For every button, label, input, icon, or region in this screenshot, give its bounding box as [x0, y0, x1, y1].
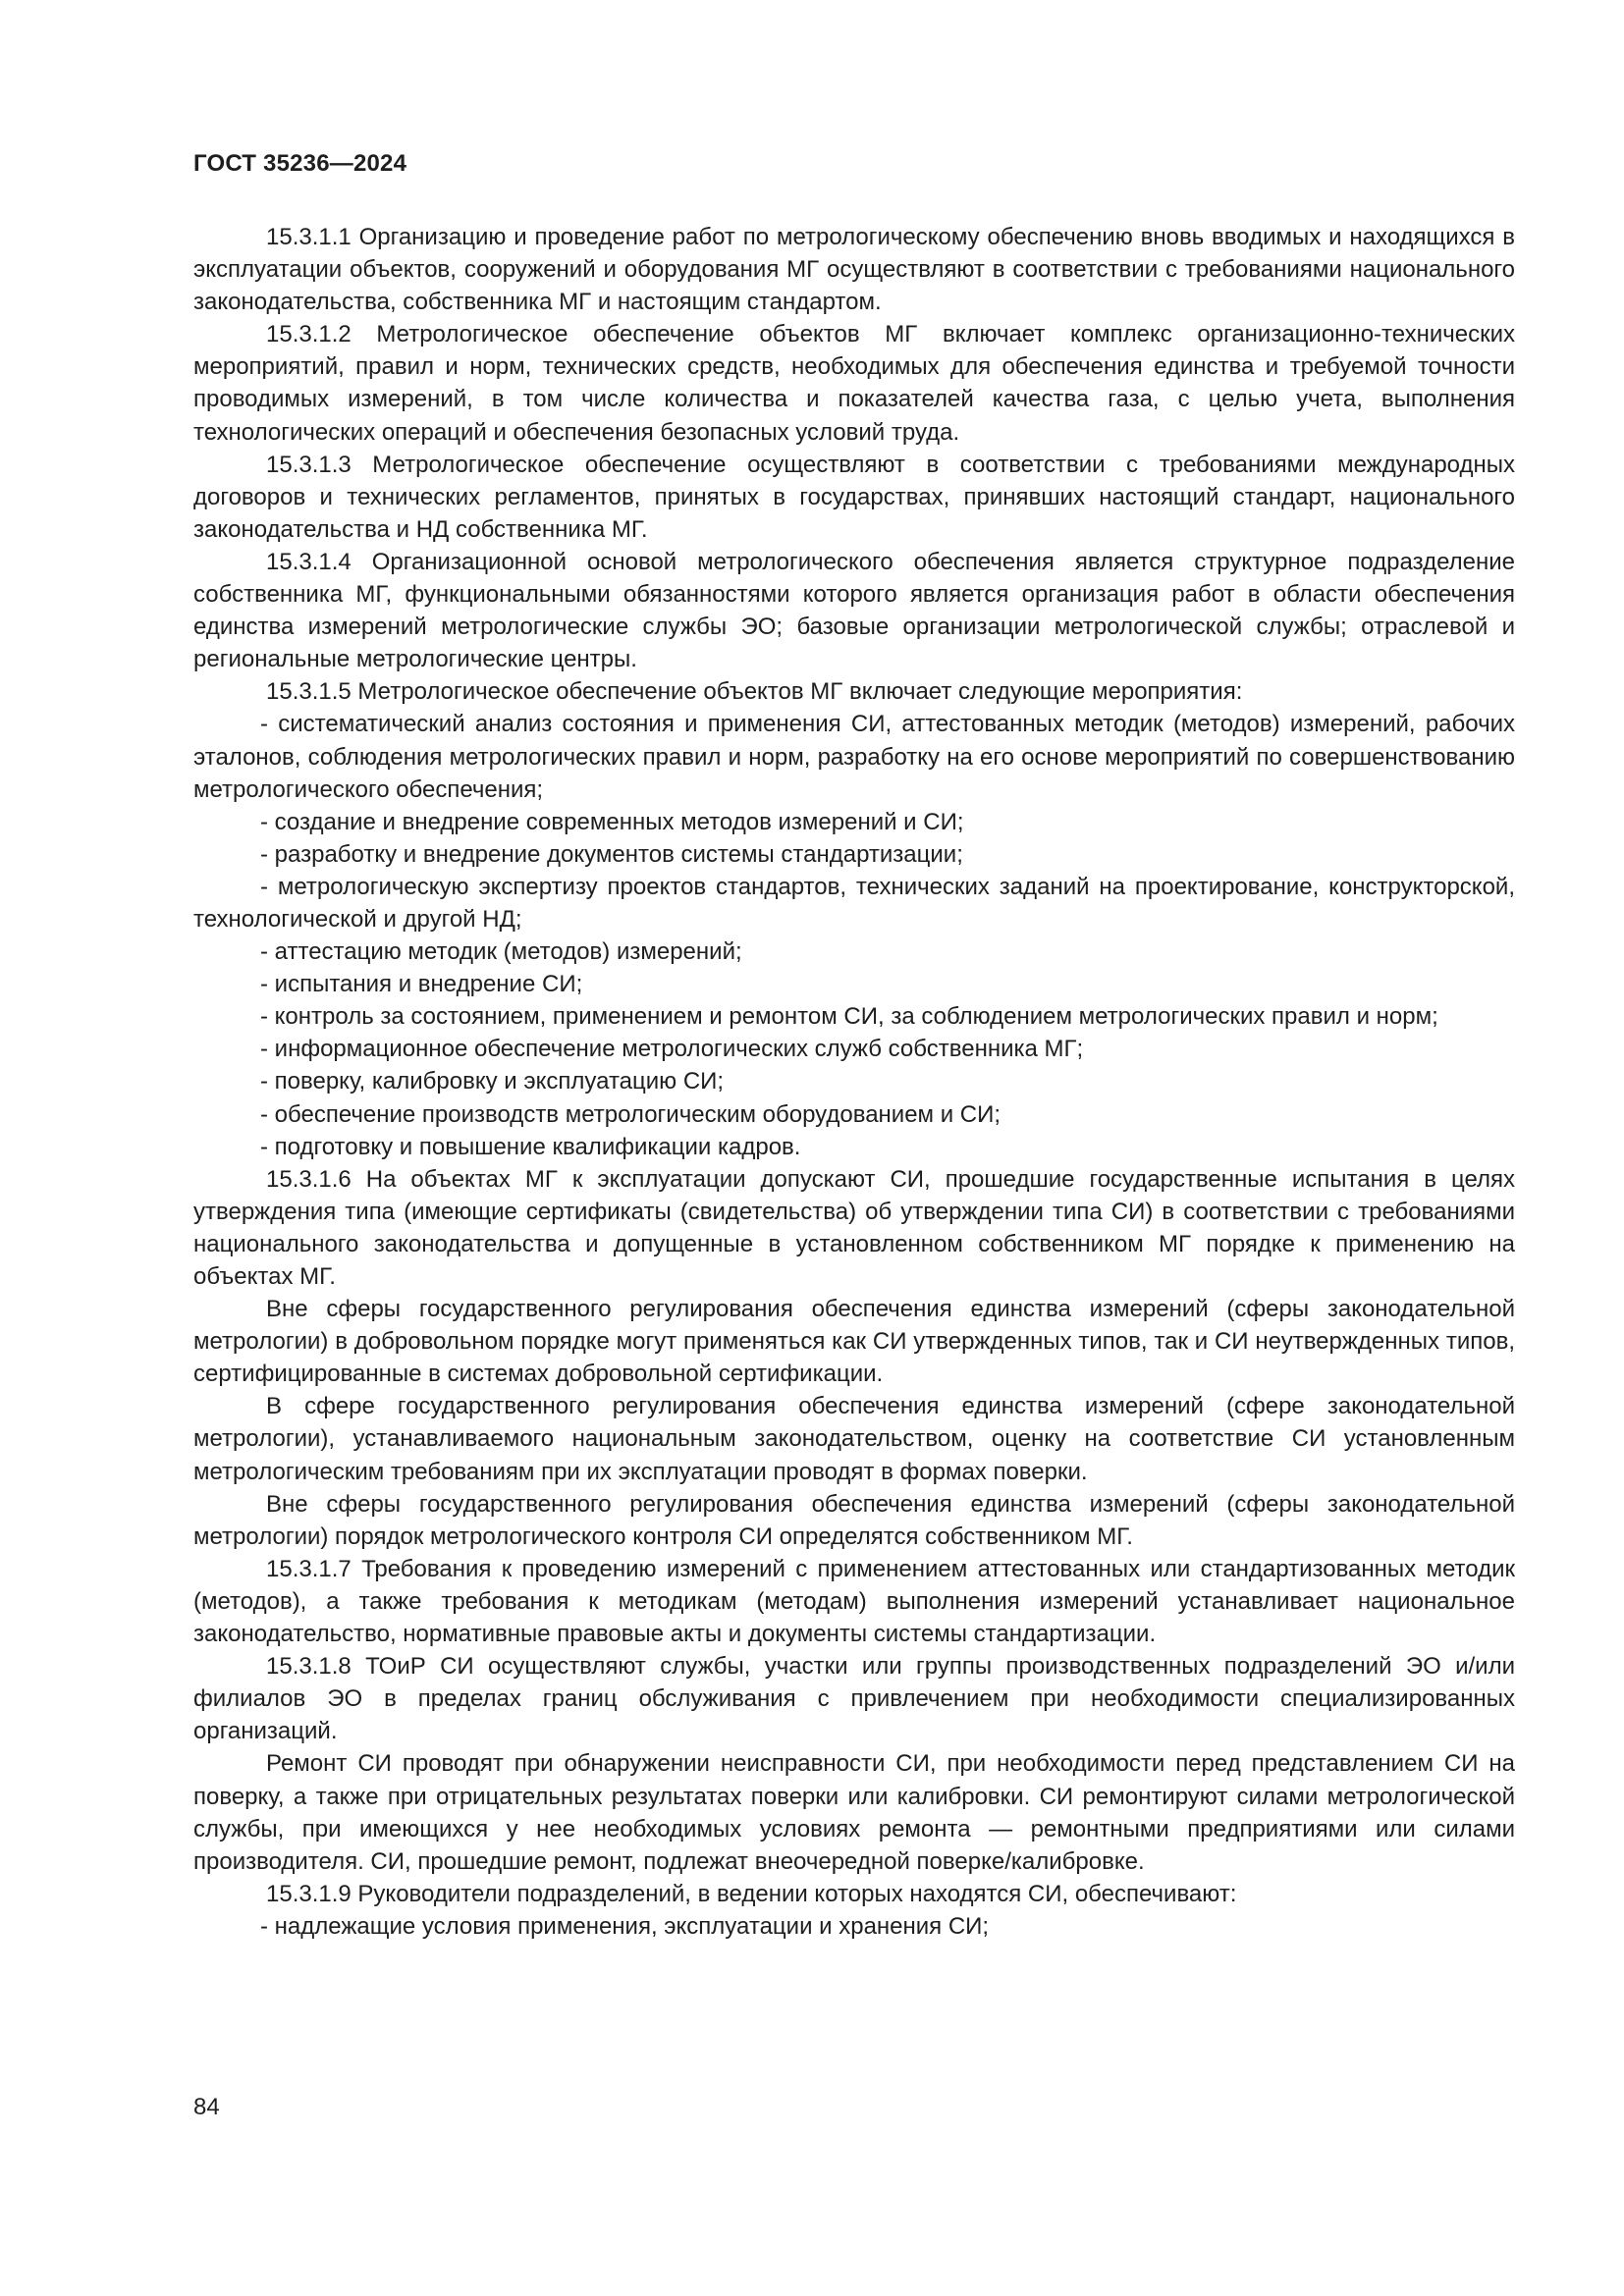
- list-item: - информационное обеспечение метрологических служб собственника МГ;: [260, 1036, 1084, 1063]
- clause-15-3-1-5: 15.3.1.5 Метрологическое обеспечение объектов МГ включает следующие мероприятия:: [266, 678, 1243, 706]
- paragraph: Вне сферы государственного регулирования обеспечения единства измерений (сферы законодательной метрологии) порядок метрологического контроля СИ определятся собственником МГ.: [193, 1490, 1515, 1550]
- list-item: - аттестацию методик (методов) измерений;: [260, 938, 742, 966]
- list-item: - поверку, калибровку и эксплуатацию СИ;: [260, 1068, 725, 1095]
- document-header: ГОСТ 35236—2024: [193, 150, 407, 177]
- page-number: 84: [193, 2094, 220, 2120]
- clause-15-3-1-6: 15.3.1.6 На объектах МГ к эксплуатации допускают СИ, прошедшие государственные испытания в целях утверждения типа (имеющие сертификаты (свидетельства) об утверждении типа СИ) в соответствии с требованиями национального законодательства и допущенные в установленном собственником МГ порядке к применению на объектах МГ.: [193, 1165, 1515, 1290]
- clause-15-3-1-7: 15.3.1.7 Требования к проведению измерений с применением аттестованных или стандартизованных методик (методов), а также требования к методикам (методам) выполнения измерений устанавливает национальное законодательство, нормативные правовые акты и документы системы стандартизации.: [193, 1555, 1515, 1648]
- list-item: - разработку и внедрение документов системы стандартизации;: [260, 840, 963, 868]
- paragraph: Ремонт СИ проводят при обнаружении неисправности СИ, при необходимости перед представлением СИ на поверку, а также при отрицательных результатах поверки или калибровки. СИ ремонтируют силами метрологической службы, при имеющихся у нее необходимых условиях ремонта — ремонтными предприятиями или силами производителя. СИ, прошедшие ремонт, подлежат внеочередной поверке/калибровке.: [193, 1750, 1515, 1875]
- document-body: [193, 221, 1515, 1943]
- list-item: - систематический анализ состояния и применения СИ, аттестованных методик (методов) измерений, рабочих эталонов, соблюдения метрологических правил и норм, разработку на его основе мероприятий по совершенствованию метрологического обеспечения;: [193, 711, 1515, 803]
- clause-15-3-1-8: 15.3.1.8 ТОиР СИ осуществляют службы, участки или группы производственных подразделений ЭО и/или филиалов ЭО в пределах границ обслуживания с привлечением при необходимости специализированных организаций.: [193, 1653, 1515, 1745]
- list-item: - надлежащие условия применения, эксплуатации и хранения СИ;: [260, 1912, 990, 1940]
- list-item: - испытания и внедрение СИ;: [260, 971, 583, 998]
- list-item: - обеспечение производств метрологическим оборудованием и СИ;: [260, 1100, 1001, 1128]
- paragraph: Вне сферы государственного регулирования обеспечения единства измерений (сферы законодательной метрологии) в добровольном порядке могут применяться как СИ утвержденных типов, так и СИ неутвержденных типов, сертифицированные в системах добровольной сертификации.: [193, 1296, 1515, 1388]
- list-item: - метрологическую экспертизу проектов стандартов, технических заданий на проектирование, конструкторской, технологической и другой НД;: [193, 873, 1515, 933]
- clause-15-3-1-3: 15.3.1.3 Метрологическое обеспечение осуществляют в соответствии с требованиями международных договоров и технических регламентов, принятых в государствах, принявших настоящий стандарт, национального законодательства и НД собственника МГ.: [193, 451, 1515, 543]
- list-item: - подготовку и повышение квалификации кадров.: [260, 1133, 801, 1160]
- clause-15-3-1-9: 15.3.1.9 Руководители подразделений, в ведении которых находятся СИ, обеспечивают:: [266, 1880, 1237, 1907]
- clause-15-3-1-2: 15.3.1.2 Метрологическое обеспечение объектов МГ включает комплекс организационно-технических мероприятий, правил и норм, технических средств, необходимых для обеспечения единства и требуемой точности проводимых измерений, в том числе количества и показателей качества газа, с целью учета, выполнения технологических операций и обеспечения безопасных условий труда.: [193, 321, 1515, 446]
- list-item: - контроль за состоянием, применением и ремонтом СИ, за соблюдением метрологических правил и норм;: [260, 1003, 1438, 1031]
- clause-15-3-1-1: 15.3.1.1 Организацию и проведение работ по метрологическому обеспечению вновь вводимых и находящихся в эксплуатации объектов, сооружений и оборудования МГ осуществляют в соответствии с требованиями национального законодательства, собственника МГ и настоящим стандартом.: [193, 224, 1515, 316]
- list-item: - создание и внедрение современных методов измерений и СИ;: [260, 808, 964, 835]
- clause-15-3-1-4: 15.3.1.4 Организационной основой метрологического обеспечения является структурное подразделение собственника МГ, функциональными обязанностями которого является организация работ в области обеспечения единства измерений метрологические службы ЭО; базовые организации метрологической службы; отраслевой и региональные метрологические центры.: [193, 548, 1515, 673]
- paragraph: В сфере государственного регулирования обеспечения единства измерений (сфере законодательной метрологии), устанавливаемого национальным законодательством, оценку на соответствие СИ установленным метрологическим требованиям при их эксплуатации проводят в формах поверки.: [193, 1393, 1515, 1485]
